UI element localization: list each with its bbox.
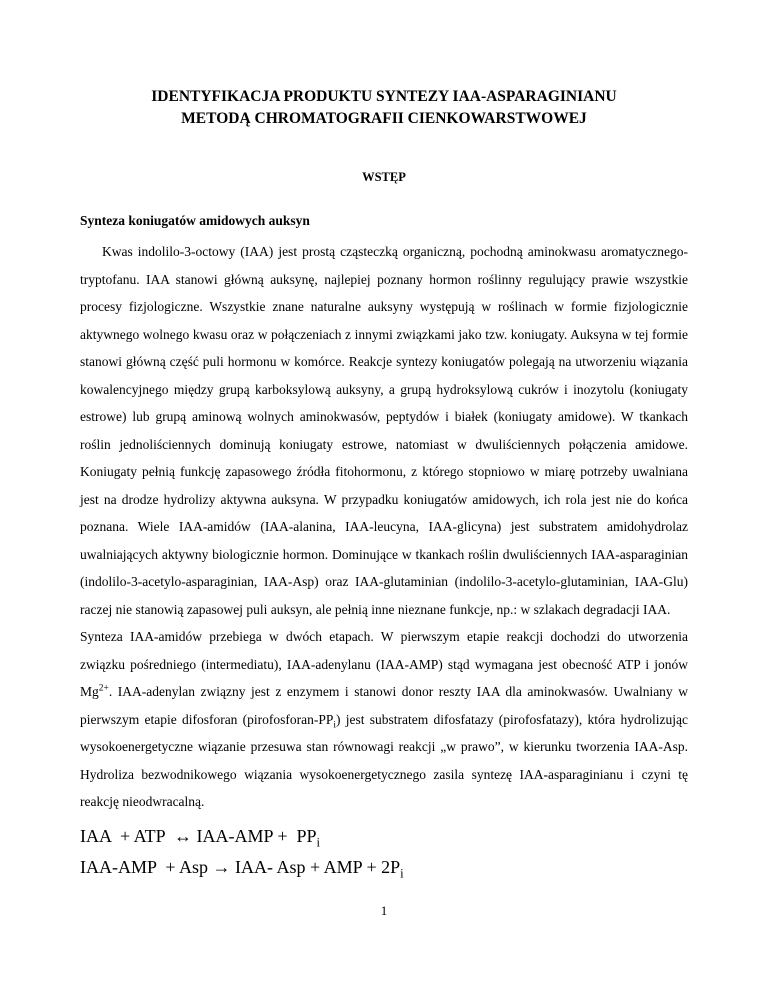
document-title [60,86,708,130]
magnesium-charge-superscript: 2+ [98,683,109,694]
page-number: 1 [380,903,388,918]
equation-1-subscript: i [316,835,321,850]
equation-2-text: IAA-AMP + Asp → IAA- Asp + AMP + 2P [80,857,401,877]
title-line-1: IDENTYFIKACJA PRODUKTU SYNTEZY IAA-ASPARAGINIANU [151,88,617,105]
paragraph-1: Kwas indolilo-3-octowy (IAA) jest prostą cząsteczką organiczną, pochodną aminokwasu aromatycznego- tryptofanu. IAA stanowi główną auksynę, najlepiej poznany hormon roślinny regulujący prawie wszystkie procesy fizjologiczne. Wszystkie znane naturalne auksyny występują w roślinach w formie fizjologicznie aktywnego wolnego kwasu oraz w połączeniach z innymi związkami jako tzw. koniugaty. Auksyna w tej formie stanowi główną część puli hormonu w komórce. Reakcje syntezy koniugatów polegają na utworzeniu wiązania kowalencyjnego między grupą karboksylową auksyny, a grupą hydroksylową cukrów i inozytolu (koniugaty estrowe) lub grupą aminową wolnych aminokwasów, peptydów i białek (koniugaty amidowe). W tkankach roślin jednoliściennych dominują koniugaty estrowe, natomiast w dwuliściennych połączenia amidowe. Koniugaty pełnią funkcję zapasowego źródła fitohormonu, z którego stopniowo w miarę potrzeby uwalniana jest na drodze hydrolizy aktywna auksyna. W przypadku koniugatów amidowych, ich rola jest nie do końca poznana. Wiele IAA-amidów (IAA-alanina, IAA-leucyna, IAA-glicyna) jest substratem amidohydrolaz uwalniających aktywny biologicznie hormon. Dominujące w tkankach roślin dwuliściennych IAA-asparaginian (indolilo-3-acetylo-asparaginian, IAA-Asp) oraz IAA-glutaminian (indolilo-3-acetylo-glutaminian, IAA-Glu) raczej nie stanowią zapasowej puli auksyn, ale pełnią inne nieznane funkcje, np.: w szlakach degradacji IAA. [80,244,688,617]
paragraph-2-part-1: Synteza IAA-amidów przebiega w dwóch etapach. W pierwszym etapie reakcji dochodzi do utworzenia związku pośredniego (intermediatu), IAA-adenylanu (IAA-AMP) stąd wymagana jest obecność ATP i jonów Mg [80,629,688,699]
pyrophosphate-subscript: i [333,720,337,731]
paragraph-2-part-3: ) jest substratem difosfatazy (pirofosfatazy), która hydrolizując wysokoenergetyczne wiązanie przesuwa stan równowagi reakcji „w prawo”, w kierunku tworzenia IAA-Asp. Hydroliza bezwodnikowego wiązania wysokoenergetycznego zasila syntezę IAA-asparaginianu i czyni tę reakcję nieodwracalną. [80,711,689,809]
title-line-2: METODĄ CHROMATOGRAFII CIENKOWARSTWOWEJ [181,110,587,127]
subheading: Synteza koniugatów amidowych auksyn [80,213,310,228]
equation-2-subscript: i [400,866,404,881]
paragraph-2-part-2: . IAA-adenylan związny jest z enzymem i stanowi donor reszty IAA dla aminokwasów. Uwalniany w pierwszym etapie difosforan (pirofosforan-PP [80,684,688,727]
equation-1-text: IAA + ATP ↔ IAA-AMP + PP [80,826,317,846]
paragraph-2 [80,623,688,816]
equation-1 [80,826,321,850]
section-heading: WSTĘP [362,170,406,184]
equation-2 [80,857,404,881]
